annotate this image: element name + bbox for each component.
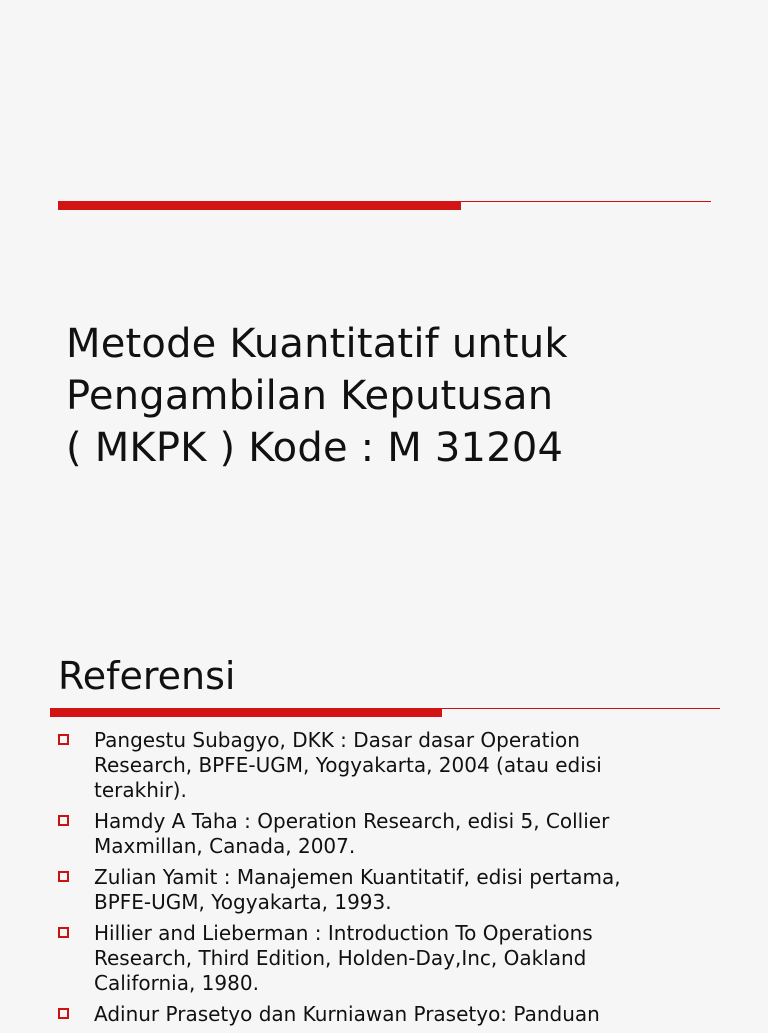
list-item xyxy=(58,728,758,803)
hollow-square-bullet-icon xyxy=(58,927,69,938)
title-divider-thin xyxy=(461,201,711,202)
reference-line: Hillier and Lieberman : Introduction To Operations xyxy=(94,921,593,945)
slide-title xyxy=(66,318,756,474)
references-slide xyxy=(0,640,768,1024)
reference-line: California, 1980. xyxy=(94,971,259,995)
references-list xyxy=(58,728,758,1033)
hollow-square-bullet-icon xyxy=(58,815,69,826)
reference-line: terakhir). xyxy=(94,778,187,802)
hollow-square-bullet-icon xyxy=(58,734,69,745)
list-item xyxy=(58,921,758,996)
reference-line: Research, Third Edition, Holden-Day,Inc, Oakland xyxy=(94,946,587,970)
heading-divider-thin xyxy=(442,708,720,709)
reference-line: Pangestu Subagyo, DKK : Dasar dasar Operation xyxy=(94,728,580,752)
reference-line: Research, BPFE-UGM, Yogyakarta, 2004 (atau edisi xyxy=(94,753,602,777)
title-line-3: ( MKPK ) Kode : M 31204 xyxy=(66,425,564,471)
reference-line: Maxmillan, Canada, 2007. xyxy=(94,834,356,858)
title-line-2: Pengambilan Keputusan xyxy=(66,373,554,419)
list-item xyxy=(58,865,758,915)
hollow-square-bullet-icon xyxy=(58,1008,69,1019)
title-divider-thick xyxy=(58,201,461,210)
reference-line: Zulian Yamit : Manajemen Kuantitatif, edisi pertama, xyxy=(94,865,621,889)
hollow-square-bullet-icon xyxy=(58,871,69,882)
reference-line: BPFE-UGM, Yogyakarta, 1993. xyxy=(94,890,392,914)
reference-line: Hamdy A Taha : Operation Research, edisi 5, Collier xyxy=(94,809,610,833)
references-heading: Referensi xyxy=(58,654,236,698)
list-item xyxy=(58,1002,758,1027)
heading-divider-thick xyxy=(50,708,442,717)
list-item xyxy=(58,809,758,859)
reference-line: Adinur Prasetyo dan Kurniawan Prasetyo: Panduan xyxy=(94,1002,600,1026)
title-line-1: Metode Kuantitatif untuk xyxy=(66,321,568,367)
